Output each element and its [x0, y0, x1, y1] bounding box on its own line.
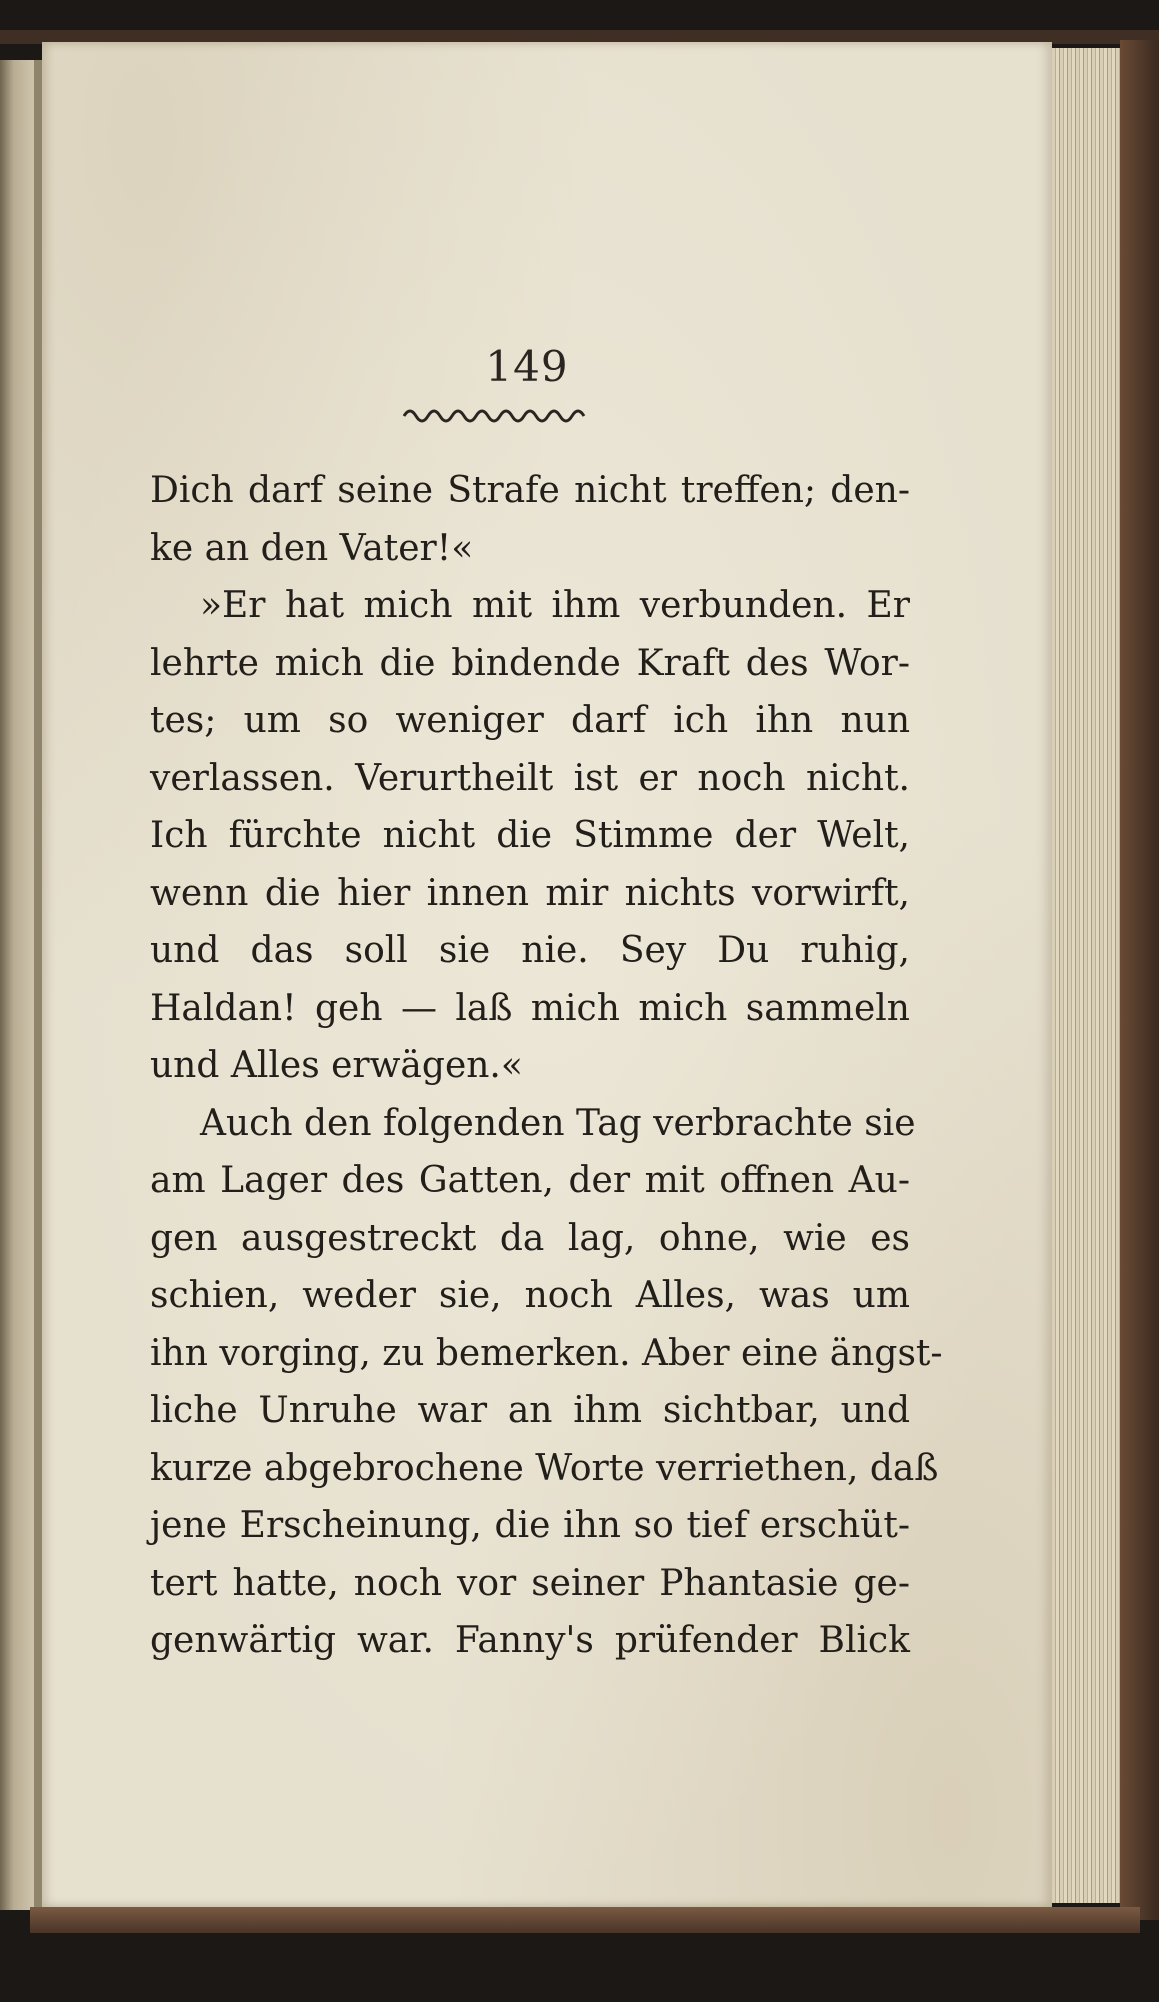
text-line: schien, weder sie, noch Alles, was um [150, 1275, 910, 1316]
book-page [42, 42, 1052, 1907]
text-line: Haldan! geh — laß mich mich sammeln [150, 987, 910, 1029]
page-header [42, 342, 1052, 391]
body-text [150, 462, 943, 1670]
text-line: gen ausgestreckt da lag, ohne, wie es [150, 1217, 910, 1259]
text-line: und das soll sie nie. Sey Du ruhig, [150, 930, 910, 971]
text-line: kurze abgebrochene Worte verriethen, daß [150, 1447, 939, 1489]
text-line: Dich darf seine Strafe nicht treffen; den- [150, 470, 910, 511]
left-page-edge [0, 60, 34, 1910]
text-line: Ich fürchte nicht die Stimme der Welt, [150, 815, 910, 856]
text-line: tert hatte, noch vor seiner Phantasie ge- [150, 1562, 910, 1604]
text-line: genwärtig war. Fanny's prüfender Blick [150, 1620, 910, 1661]
text-line: am Lager des Gatten, der mit offnen Au- [150, 1160, 910, 1201]
text-line: ke an den Vater!« [150, 527, 474, 569]
text-line: lehrte mich die bindende Kraft des Wor- [150, 642, 910, 684]
text-line: liche Unruhe war an ihm sichtbar, und [150, 1390, 910, 1431]
text-line: ihn vorging, zu bemerken. Aber eine ängst- [150, 1332, 943, 1374]
text-line: tes; um so weniger darf ich ihn nun [150, 700, 910, 741]
book-cover-bottom [30, 1907, 1140, 1933]
text-line: und Alles erwägen.« [150, 1045, 523, 1086]
wavy-rule-ornament [402, 402, 632, 424]
text-line: Auch den folgenden Tag verbrachte sie [200, 1102, 916, 1144]
binding-gutter [34, 60, 42, 1910]
text-line: verlassen. Verurtheilt ist er noch nicht. [150, 757, 910, 799]
book-cover-right [1120, 40, 1159, 1920]
text-line: wenn die hier innen mir nichts vorwirft, [150, 872, 910, 914]
page-number: 149 [485, 342, 569, 391]
text-line: »Er hat mich mit ihm verbunden. Er [200, 585, 910, 626]
text-line: jene Erscheinung, die ihn so tief erschüt- [150, 1505, 910, 1546]
